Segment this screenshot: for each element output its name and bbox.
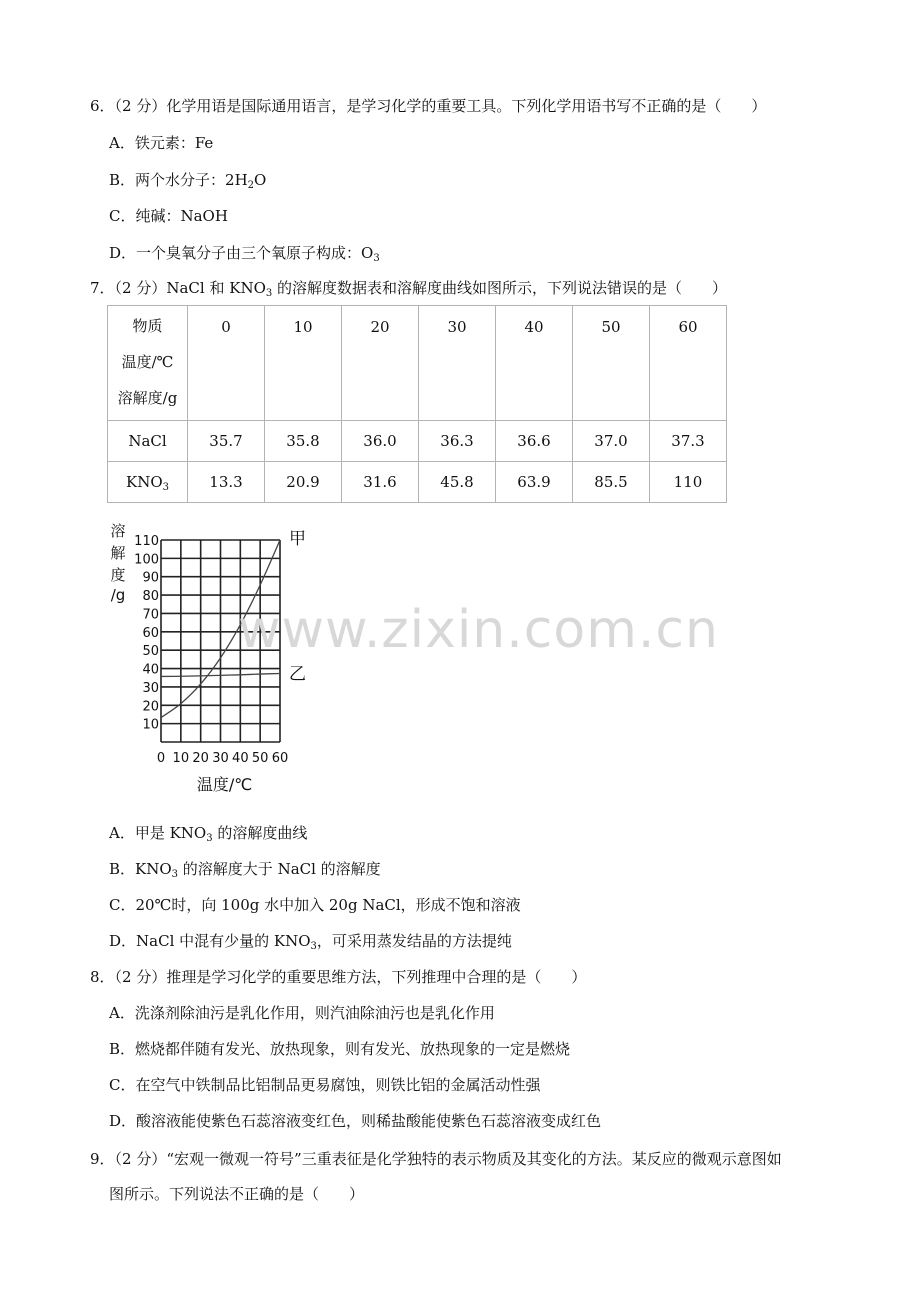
table-cell: 110 [650, 462, 727, 503]
x-tick-label: 0 [156, 751, 166, 766]
y-axis-label-char: 度 [110, 566, 126, 584]
table-temp-40: 40 [496, 306, 573, 421]
q8-stem: 8．（2 分）推理是学习化学的重要思维方法，下列推理中合理的是（ ） [90, 968, 587, 986]
x-tick-label: 10 [172, 751, 190, 766]
table-temp-10: 10 [265, 306, 342, 421]
y-axis-label-char: /g [110, 586, 126, 604]
q7-option-d: D．NaCl 中混有少量的 $KNO_3$，可采用蒸发结晶的方法提纯 [109, 932, 512, 952]
table-cell: 37.3 [650, 421, 727, 462]
solubility-chart [104, 520, 314, 805]
y-axis-label-char: 解 [110, 544, 126, 562]
table-label-kno3: $KNO_3$ [108, 462, 188, 503]
table-label-nacl: NaCl [108, 421, 188, 462]
x-tick-label: 50 [251, 751, 269, 766]
table-temp-60: 60 [650, 306, 727, 421]
table-cell: 31.6 [342, 462, 419, 503]
q9-stem-line1: 9．（2 分）“宏观一微观一符号”三重表征是化学独特的表示物质及其变化的方法。某反应的微观示意图如 [90, 1150, 782, 1168]
table-row-nacl [108, 421, 727, 462]
series-name-label: 乙 [289, 664, 306, 685]
y-tick-label: 70 [142, 607, 159, 623]
table-cell: 45.8 [419, 462, 496, 503]
y-tick-label: 40 [142, 662, 159, 678]
table-cell: 13.3 [188, 462, 265, 503]
x-tick-label: 60 [271, 751, 289, 766]
y-tick-label: 110 [134, 534, 159, 549]
x-tick-label: 40 [232, 751, 249, 766]
y-tick-label: 60 [142, 625, 159, 641]
q8-option-d: D．酸溶液能使紫色石蕊溶液变红色，则稀盐酸能使紫色石蕊溶液变成红色 [109, 1112, 602, 1130]
y-tick-label: 90 [142, 570, 159, 586]
y-tick-label: 30 [142, 680, 159, 696]
q6-option-c: C．纯碱：NaOH [109, 207, 228, 225]
q6-option-a: A．铁元素：Fe [109, 134, 214, 152]
table-cell: 20.9 [265, 462, 342, 503]
table-cell: 63.9 [496, 462, 573, 503]
q7-option-a: A．甲是 $KNO_3$ 的溶解度曲线 [109, 824, 308, 844]
table-header-label: 物质 温度/℃ 溶解度/g [108, 306, 188, 421]
q8-option-c: C．在空气中铁制品比铝制品更易腐蚀，则铁比铝的金属活动性强 [109, 1076, 541, 1094]
table-row-kno3 [108, 462, 727, 503]
y-tick-label: 10 [142, 717, 159, 733]
table-cell: 36.3 [419, 421, 496, 462]
y-tick-label: 50 [142, 644, 159, 660]
table-temp-30: 30 [419, 306, 496, 421]
q6-option-d: D．一个臭氧分子由三个氧原子构成：$O_3$ [109, 244, 380, 264]
q6-option-b: B．两个水分子：$2H_2O$ [109, 171, 267, 191]
y-axis-label-char: 溶 [110, 522, 126, 540]
q9-stem-line2: 图所示。下列说法不正确的是（ ） [109, 1185, 365, 1203]
series-name-label: 甲 [289, 529, 306, 549]
y-tick-label: 20 [142, 699, 159, 715]
watermark: www.zixin.com.cn [238, 600, 719, 660]
q8-option-b: B．燃烧都伴随有发光、放热现象，则有发光、放热现象的一定是燃烧 [109, 1040, 571, 1058]
table-temp-0: 0 [188, 306, 265, 421]
table-cell: 36.0 [342, 421, 419, 462]
q6-stem: 6．（2 分）化学用语是国际通用语言，是学习化学的重要工具。下列化学用语书写不正确的是（ ） [90, 97, 767, 115]
x-tick-label: 30 [212, 751, 229, 766]
y-tick-label: 100 [134, 552, 159, 568]
q7-stem: 7．（2 分）NaCl 和 $KNO_3$ 的溶解度数据表和溶解度曲线如图所示，下列说法错误的是（ ） [90, 279, 728, 299]
q7-option-c: C．20℃时，向 100g 水中加入 20g NaCl，形成不饱和溶液 [109, 896, 521, 914]
x-tick-label: 20 [192, 751, 209, 766]
table-cell: 37.0 [573, 421, 650, 462]
y-tick-label: 80 [142, 589, 159, 605]
q7-option-b: B．$KNO_3$ 的溶解度大于 NaCl 的溶解度 [109, 860, 381, 880]
solubility-table [107, 305, 727, 503]
table-header-row [108, 306, 727, 421]
table-cell: 85.5 [573, 462, 650, 503]
table-cell: 36.6 [496, 421, 573, 462]
table-temp-20: 20 [342, 306, 419, 421]
table-temp-50: 50 [573, 306, 650, 421]
q8-option-a: A．洗涤剂除油污是乳化作用，则汽油除油污也是乳化作用 [109, 1004, 495, 1022]
x-axis-label: 温度/℃ [196, 775, 253, 794]
table-cell: 35.8 [265, 421, 342, 462]
table-cell: 35.7 [188, 421, 265, 462]
